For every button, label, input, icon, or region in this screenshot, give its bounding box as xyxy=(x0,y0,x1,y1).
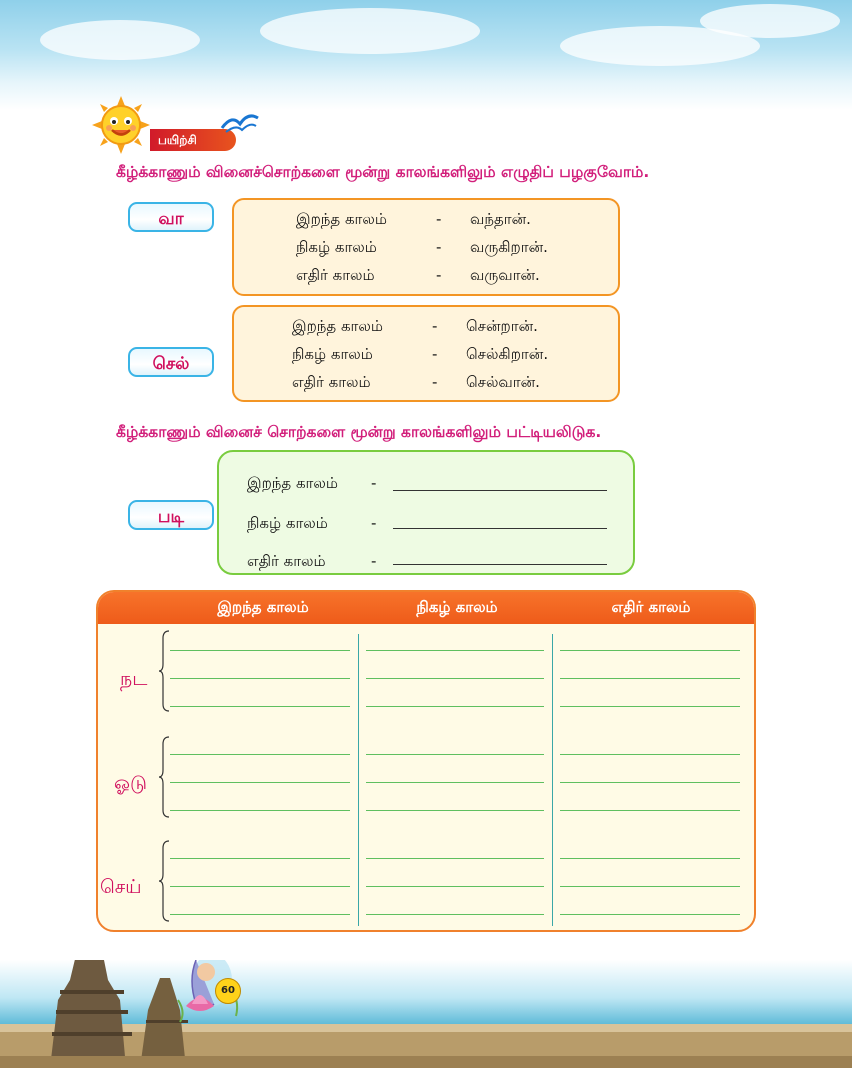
instruction-heading: கீழ்க்காணும் வினைச்சொற்களை மூன்று காலங்களிலும் எழுதிப் பழகுவோம். xyxy=(116,163,650,181)
dash: - xyxy=(432,373,438,391)
answer-line[interactable] xyxy=(170,650,350,651)
answer-line[interactable] xyxy=(170,858,350,859)
answer-line[interactable] xyxy=(393,564,607,565)
answer-line[interactable] xyxy=(560,650,740,651)
instruction-heading-2: கீழ்க்காணும் வினைச் சொற்களை மூன்று காலங்களிலும் பட்டியலிடுக. xyxy=(116,423,602,441)
shore-temple-illustration xyxy=(0,960,852,1068)
dash: - xyxy=(436,238,442,256)
answer-line[interactable] xyxy=(170,810,350,811)
answer-line[interactable] xyxy=(366,650,544,651)
column-divider xyxy=(552,634,553,926)
bird-icon xyxy=(220,110,260,136)
verb-form: செல்வான். xyxy=(466,373,540,391)
dash: - xyxy=(371,552,377,570)
tense-label: இறந்த காலம் xyxy=(247,474,338,492)
row-word-nada: நட xyxy=(120,668,148,690)
answer-line[interactable] xyxy=(170,754,350,755)
answer-line[interactable] xyxy=(560,810,740,811)
column-header: நிகழ் காலம் xyxy=(416,598,498,616)
example-box-sel xyxy=(232,305,620,402)
column-divider xyxy=(358,634,359,926)
answer-line[interactable] xyxy=(170,678,350,679)
example-box-va xyxy=(232,198,620,296)
section-badge: பயிற்சி xyxy=(150,129,236,151)
answer-line[interactable] xyxy=(560,782,740,783)
brace-icon xyxy=(158,736,170,818)
brace-icon xyxy=(158,630,170,712)
dash: - xyxy=(371,474,377,492)
answer-line[interactable] xyxy=(560,706,740,707)
answer-line[interactable] xyxy=(393,490,607,491)
answer-line[interactable] xyxy=(170,886,350,887)
tense-label: நிகழ் காலம் xyxy=(296,238,377,256)
verb-form: செல்கிறான். xyxy=(466,345,549,363)
tense-label: எதிர் காலம் xyxy=(296,266,375,284)
verb-form: வருவான். xyxy=(470,266,540,284)
answer-line[interactable] xyxy=(366,754,544,755)
column-header: எதிர் காலம் xyxy=(611,598,691,616)
sun-mascot-icon xyxy=(92,96,150,154)
verb-form: சென்றான். xyxy=(466,317,538,335)
verb-tag-padi: படி xyxy=(128,500,214,530)
dash: - xyxy=(436,266,442,284)
answer-line[interactable] xyxy=(366,886,544,887)
answer-line[interactable] xyxy=(366,914,544,915)
answer-line[interactable] xyxy=(560,858,740,859)
tense-label: எதிர் காலம் xyxy=(247,552,326,570)
verb-tag-sel: செல் xyxy=(128,347,214,377)
brace-icon xyxy=(158,840,170,922)
answer-line[interactable] xyxy=(366,858,544,859)
verb-form: வருகிறான். xyxy=(470,238,548,256)
page-number: 60 xyxy=(215,978,241,1004)
sky-banner xyxy=(0,0,852,110)
verb-tag-va: வா xyxy=(128,202,214,232)
row-word-sey: செய் xyxy=(100,876,142,898)
tense-label: நிகழ் காலம் xyxy=(247,514,328,532)
answer-line[interactable] xyxy=(170,706,350,707)
answer-line[interactable] xyxy=(560,886,740,887)
row-word-odu: ஓடு xyxy=(114,772,147,794)
tense-label: இறந்த காலம் xyxy=(296,210,387,228)
answer-line[interactable] xyxy=(366,678,544,679)
dash: - xyxy=(432,317,438,335)
tense-label: நிகழ் காலம் xyxy=(292,345,373,363)
verb-form: வந்தான். xyxy=(470,210,531,228)
answer-line[interactable] xyxy=(560,914,740,915)
dash: - xyxy=(436,210,442,228)
answer-line[interactable] xyxy=(560,678,740,679)
answer-line[interactable] xyxy=(366,810,544,811)
exercise-box-padi xyxy=(217,450,635,575)
answer-line[interactable] xyxy=(366,706,544,707)
column-header: இறந்த காலம் xyxy=(217,598,309,616)
answer-line[interactable] xyxy=(560,754,740,755)
dash: - xyxy=(371,514,377,532)
answer-line[interactable] xyxy=(170,782,350,783)
tense-label: எதிர் காலம் xyxy=(292,373,371,391)
answer-line[interactable] xyxy=(170,914,350,915)
answer-line[interactable] xyxy=(393,528,607,529)
tense-label: இறந்த காலம் xyxy=(292,317,383,335)
table-header xyxy=(98,592,754,624)
dash: - xyxy=(432,345,438,363)
tense-table xyxy=(96,590,756,932)
answer-line[interactable] xyxy=(366,782,544,783)
